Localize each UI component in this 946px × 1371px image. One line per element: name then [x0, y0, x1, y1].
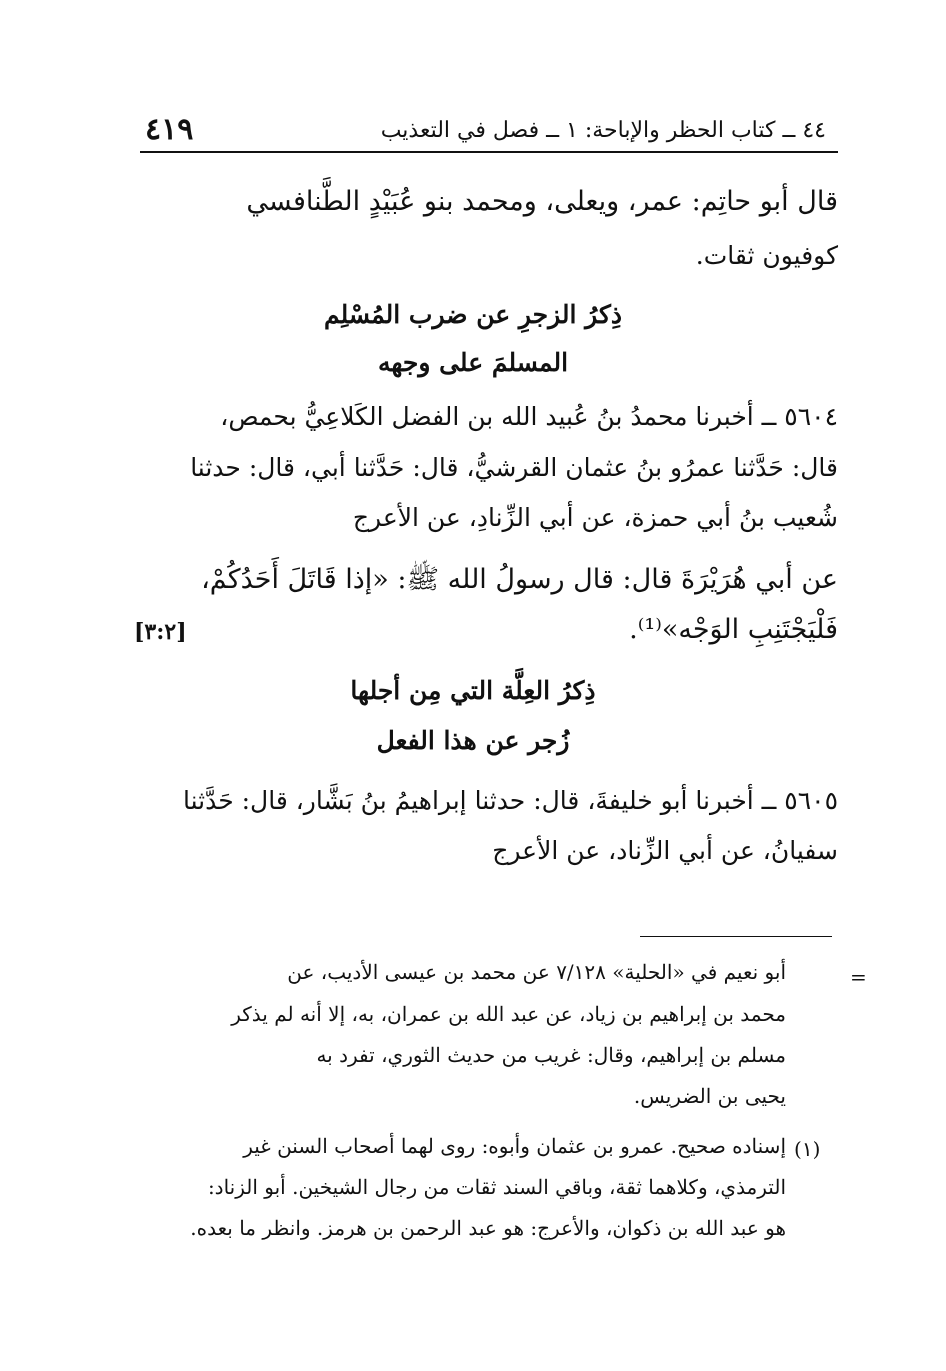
body-line: كوفيون ثقات. [695, 241, 838, 270]
footnote-divider [640, 936, 832, 937]
continuation-mark: = [850, 965, 867, 989]
footnote-line: أبو نعيم في «الحلية» ٧/١٢٨ عن محمد بن عيسى الأديب، عن [287, 960, 786, 984]
hadith-line: سفيانُ، عن أبي الزِّناد، عن الأعرج [492, 836, 838, 865]
footnote-line: إسناده صحيح. عمرو بن عثمان وأبوه: روى لهما أصحاب السنن غير [243, 1134, 786, 1158]
section-heading: ذِكرُ الزجرِ عن ضرب المُسْلِم [324, 300, 622, 329]
page-number: ٤١٩ [145, 112, 194, 147]
matn-line: عن أبي هُرَيْرَةَ قال: قال رسولُ الله ﷺ: «إذا قَاتَلَ أَحَدُكُمْ، [201, 564, 838, 595]
reference-bracket: [٣:٢] [134, 619, 187, 645]
section-heading: ذِكرُ العِلَّة التي مِن أجلها [350, 676, 596, 705]
hadith-line: ٥٦٠٤ ــ أخبرنا محمدُ بنُ عُبيد الله بن الفضل الكَلاعِيُّ بحمص، [220, 402, 838, 431]
matn-line: فَلْيَجْتَنِبِ الوَجْه»⁽¹⁾. [629, 614, 838, 645]
section-heading: المسلمَ على وجهه [377, 348, 569, 377]
running-title: ٤٤ ــ كتاب الحظر والإباحة: ١ ــ فصل في التعذيب [380, 118, 826, 143]
footnote-line: يحيى بن الضريس. [633, 1084, 786, 1108]
footnote-line: محمد بن إبراهيم بن زياد، عن عبد الله بن عمران، به، إلا أنه لم يذكر [231, 1002, 786, 1026]
footnote-line: الترمذي، وكلاهما ثقة، وباقي السند ثقات من رجال الشيخين. أبو الزناد: [207, 1175, 786, 1199]
section-heading: زُجر عن هذا الفعل [376, 726, 570, 755]
footnote-line: هو عبد الله بن ذكوان، والأعرج: هو عبد الرحمن بن هرمز. وانظر ما بعده. [190, 1216, 786, 1240]
hadith-line: قال: حَدَّثنا عمرُو بنُ عثمان القرشيُّ، قال: حَدَّثنا أبي، قال: حدثنا [190, 453, 838, 482]
footnote-line: مسلم بن إبراهيم، وقال: غريب من حديث الثوري، تفرد به [316, 1043, 786, 1067]
footnote-number: (١) [794, 1137, 821, 1161]
hadith-line: ٥٦٠٥ ــ أخبرنا أبو خليفةَ، قال: حدثنا إبراهيمُ بنُ بَشَّار، قال: حَدَّثنا [182, 786, 838, 815]
hadith-line: شُعيب بنُ أبي حمزة، عن أبي الزِّنادِ، عن الأعرج [352, 503, 838, 532]
header-divider [140, 151, 838, 153]
body-line: قال أبو حاتِم: عمر، ويعلى، ومحمد بنو عُبَيْدٍ الطَّنافسي [246, 186, 838, 217]
